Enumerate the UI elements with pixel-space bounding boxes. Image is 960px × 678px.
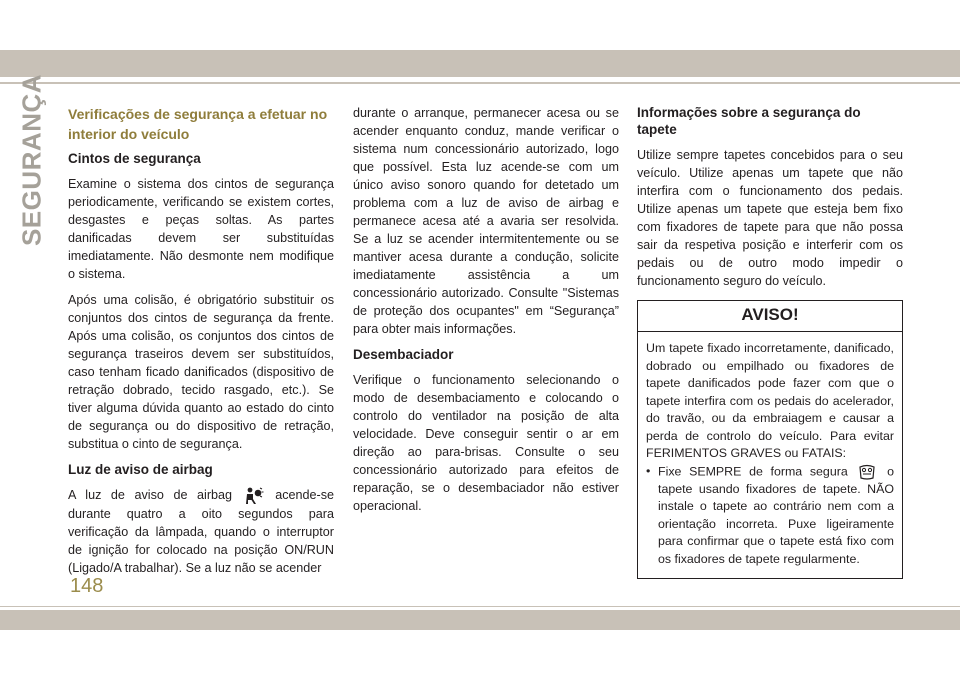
heading-defroster: Desembaciador — [353, 347, 454, 362]
text: o tapete usando fixadores de tapete. NÃO instale o tapete ao contrário nem com a orientação incorreta. Puxe ligeiramente para confirmar que o tapete está fixo com os fixadores de tapete regularmente. — [658, 463, 894, 566]
column-1 — [68, 104, 334, 585]
warning-title: AVISO! — [638, 301, 902, 332]
page-number: 148 — [70, 575, 104, 597]
text: acende-se durante quatro a oito segundos para verificação da lâmpada, quando o interruptor de ignição for colocado na posição ON/RUN (Ligado/A trabalhar). Se a luz não se acender — [68, 488, 335, 575]
paragraph: Examine o sistema dos cintos de segurança periodicamente, verificando se existem cortes, desgastes e peças soltas. As partes danificadas devem ser substituídas imediatamente. Não desmonte nem modifique o sistema. — [68, 177, 334, 281]
text: A luz de aviso de airbag — [68, 488, 233, 502]
footer-band — [0, 610, 960, 630]
paragraph: durante o arranque, permanecer acesa ou se acender enquanto conduz, mande verificar o sistema num concessionário autorizado, logo que possível. Esta luz acende-se com um único aviso sonoro quando for detetado um problema com a luz de aviso de airbag e permanece acesa até a avaria ser resolvida. Se a luz se acender intermitentemente ou se mantiver acesa durante a condução, solicite imediatamente assistência a um concessionário autorizado. Consulte "Sistemas de proteção dos ocupantes" em “Segurança” para obter mais informações. — [353, 106, 619, 336]
airbag-warning-icon — [244, 487, 264, 505]
bullet-text — [658, 463, 894, 569]
floor-mat-icon — [857, 463, 877, 481]
footer-rule — [0, 606, 960, 607]
warning-text: Um tapete fixado incorretamente, danificado, dobrado ou empilhado ou fixadores de tapete danificados pode fazer com que o tapete interfira com os pedais do acelerador, do travão, ou da embraiagem e causar a perda de controlo do veículo. Para evitar FERIMENTOS GRAVES ou FATAIS: — [646, 341, 894, 460]
header-rule — [0, 82, 960, 84]
paragraph: Utilize sempre tapetes concebidos para o seu veículo. Utilize apenas um tapete que não interfira com o funcionamento dos pedais. Utilize apenas um tapete que esteja bem fixo com fixadores de tapete para que não possa sair da respetiva posição e interferir com os pedais ou de outro modo impedir o funcionamento seguro do veículo. — [637, 148, 903, 288]
heading-seatbelts: Cintos de segurança — [68, 151, 201, 166]
text: Fixe SEMPRE de forma segura — [658, 463, 848, 478]
section-tab — [14, 73, 50, 247]
paragraph: Após uma colisão, é obrigatório substituir os conjuntos dos cintos de segurança da frente. Após uma colisão, os conjuntos dos cintos de segurança traseiros devem ser substituídos, caso tenham ficado danificados (dispositivo de retração dobrado, tecido rasgado, etc.). Se tiver alguma dúvida quanto ao estado do cinto de segurança ou do dispositivo de retração, substitua o cinto de segurança. — [68, 293, 334, 451]
heading-airbag-light: Luz de aviso de airbag — [68, 462, 213, 477]
warning-bullet — [646, 463, 894, 569]
column-2 — [353, 104, 619, 523]
section-label: SEGURANÇA — [16, 73, 47, 247]
bullet-dot: • — [646, 463, 651, 478]
warning-box — [637, 300, 903, 579]
paragraph-airbag — [68, 486, 334, 577]
paragraph: Verifique o funcionamento selecionando o modo de desembaciamento e colocando o controlo do ventilador na posição de alta velocidade. Deve conseguir sentir o ar em direção ao para-brisas. Consulte o seu concessionário autorizado para efeitos de reparação, se o desembaciador não estiver operacional. — [353, 373, 619, 513]
column-3 — [637, 104, 903, 579]
section-heading: Verificações de segurança a efetuar no interior do veículo — [68, 106, 328, 142]
header-band — [0, 50, 960, 77]
heading-floor-mat: Informações sobre a segurança do tapete — [637, 105, 861, 137]
